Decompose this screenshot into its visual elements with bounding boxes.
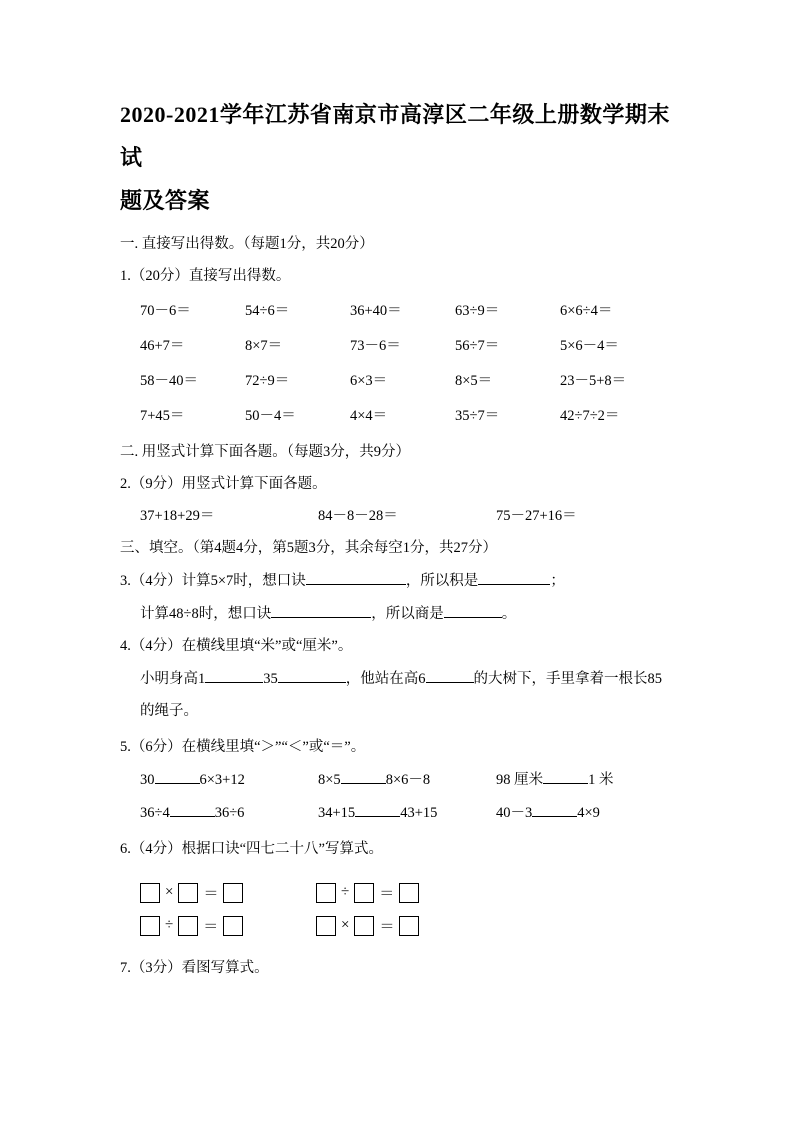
math-problem: 84－8－28＝ (318, 508, 398, 524)
section3-heading: 三、填空。（第4题4分，第5题3分，其余每空1分，共27分） (120, 540, 497, 556)
q5-row2 (120, 802, 680, 824)
equation-boxes (140, 915, 316, 936)
document-title (120, 93, 680, 222)
math-problem: 8×7＝ (245, 338, 283, 354)
cmp-right: 8×6－8 (385, 772, 431, 788)
comparison-item (318, 769, 496, 791)
operator: ÷ (341, 884, 350, 900)
math-problem: 23－5+8＝ (560, 373, 627, 389)
cmp-left: 36÷4 (140, 805, 170, 821)
answer-box (140, 916, 160, 936)
math-problem: 4×4＝ (350, 408, 388, 424)
answer-box (178, 883, 198, 903)
math-problem: 8×5＝ (455, 373, 493, 389)
math-problem: 6×3＝ (350, 373, 388, 389)
math-problem: 36+40＝ (350, 303, 402, 319)
answer-blank (271, 603, 371, 618)
equals-sign: ＝ (379, 886, 395, 902)
q1-grid-row (120, 406, 680, 427)
answer-box (223, 883, 243, 903)
q4-text: ，他站在高6 (345, 671, 426, 687)
answer-blank (444, 603, 502, 618)
operator: × (165, 884, 174, 900)
answer-blank (306, 570, 406, 585)
answer-blank (478, 570, 550, 585)
operator: × (341, 917, 350, 933)
math-problem: 70－6＝ (140, 303, 191, 319)
q6-box-row2 (120, 915, 680, 936)
equation-boxes (140, 882, 316, 903)
cmp-right: 6×3+12 (199, 772, 245, 788)
math-problem: 63÷9＝ (455, 303, 500, 319)
cmp-left: 34+15 (318, 805, 356, 821)
comparison-item (140, 802, 318, 824)
answer-box (354, 883, 374, 903)
cmp-right: 1 米 (588, 772, 614, 788)
section1-heading: 一. 直接写出得数。（每题1分，共20分） (120, 236, 374, 252)
question-4-label: 4.（4分）在横线里填“米”或“厘米”。 (120, 638, 353, 654)
question-1-label: 1.（20分）直接写出得数。 (120, 268, 291, 284)
comparison-item (318, 802, 496, 824)
q1-calculation-grid (120, 301, 680, 427)
answer-box (223, 916, 243, 936)
q3-text: ； (550, 573, 565, 589)
section2-heading: 二. 用竖式计算下面各题。（每题3分，共9分） (120, 444, 410, 460)
answer-box (316, 916, 336, 936)
q5-row1 (120, 769, 680, 791)
comparison-item (496, 802, 600, 824)
question-2-label: 2.（9分）用竖式计算下面各题。 (120, 476, 327, 492)
math-problem: 37+18+29＝ (140, 508, 215, 524)
answer-box (399, 916, 419, 936)
cmp-left: 40－3 (496, 805, 533, 821)
q3-text: ，所以积是 (405, 573, 479, 589)
answer-box (140, 883, 160, 903)
comparison-item (496, 769, 614, 791)
question-6-label: 6.（4分）根据口诀“四七二十八”写算式。 (120, 841, 383, 857)
question-5-label: 5.（6分）在横线里填“＞”“＜”或“＝”。 (120, 739, 366, 755)
q4-text: 的大树下，手里拿着一根长85 (473, 671, 662, 687)
operator: ÷ (165, 917, 174, 933)
math-problem: 54÷6＝ (245, 303, 290, 319)
answer-blank (426, 668, 474, 683)
answer-box (354, 916, 374, 936)
q3-text: ，所以商是 (371, 606, 444, 622)
math-problem: 73－6＝ (350, 338, 401, 354)
answer-box (399, 883, 419, 903)
title-line-2: 题及答案 (120, 188, 211, 213)
math-problem: 7+45＝ (140, 408, 185, 424)
q2-problems-row (120, 506, 680, 527)
q1-grid-row (120, 336, 680, 357)
q1-grid-row (120, 301, 680, 322)
document-content (120, 93, 680, 979)
math-problem: 56÷7＝ (455, 338, 500, 354)
equation-boxes (316, 882, 419, 903)
cmp-right: 4×9 (577, 805, 600, 821)
math-problem: 75－27+16＝ (496, 508, 577, 524)
cmp-left: 8×5 (318, 772, 341, 788)
q3-text: 3.（4分）计算5×7时，想口诀 (120, 573, 306, 589)
answer-box (316, 883, 336, 903)
answer-blank (205, 668, 263, 683)
math-problem: 42÷7÷2＝ (560, 408, 620, 424)
cmp-right: 36÷6 (214, 805, 245, 821)
question-4-line2: 的绳子。 (140, 703, 198, 719)
equals-sign: ＝ (203, 919, 219, 935)
q3-text: 。 (501, 606, 517, 622)
math-problem: 35÷7＝ (455, 408, 500, 424)
answer-blank (170, 802, 215, 817)
question-7-label: 7.（3分）看图写算式。 (120, 960, 269, 976)
title-line-1: 2020-2021学年江苏省南京市高淳区二年级上册数学期末试 (120, 102, 670, 170)
comparison-item (140, 769, 318, 791)
q3-text: 计算48÷8时，想口诀 (140, 606, 272, 622)
equation-boxes (316, 915, 419, 936)
answer-blank (532, 802, 577, 817)
math-problem: 6×6÷4＝ (560, 303, 613, 319)
answer-blank (341, 769, 386, 784)
answer-blank (355, 802, 400, 817)
answer-box (178, 916, 198, 936)
q1-grid-row (120, 371, 680, 392)
question-4-line1 (120, 668, 680, 690)
math-problem: 72÷9＝ (245, 373, 290, 389)
question-3-line2 (120, 603, 680, 625)
cmp-right: 43+15 (400, 805, 438, 821)
math-problem: 58－40＝ (140, 373, 198, 389)
q4-text: 小明身高1 (140, 671, 206, 687)
q4-text: 35 (263, 671, 278, 687)
math-problem: 50－4＝ (245, 408, 296, 424)
equals-sign: ＝ (379, 919, 395, 935)
math-problem: 46+7＝ (140, 338, 185, 354)
equals-sign: ＝ (203, 886, 219, 902)
answer-blank (155, 769, 200, 784)
cmp-left: 98 厘米 (496, 772, 544, 788)
q6-box-row1 (120, 882, 680, 903)
answer-blank (278, 668, 346, 683)
question-3-line1 (120, 570, 680, 592)
answer-blank (543, 769, 588, 784)
math-problem: 5×6－4＝ (560, 338, 619, 354)
cmp-left: 30 (140, 772, 155, 788)
